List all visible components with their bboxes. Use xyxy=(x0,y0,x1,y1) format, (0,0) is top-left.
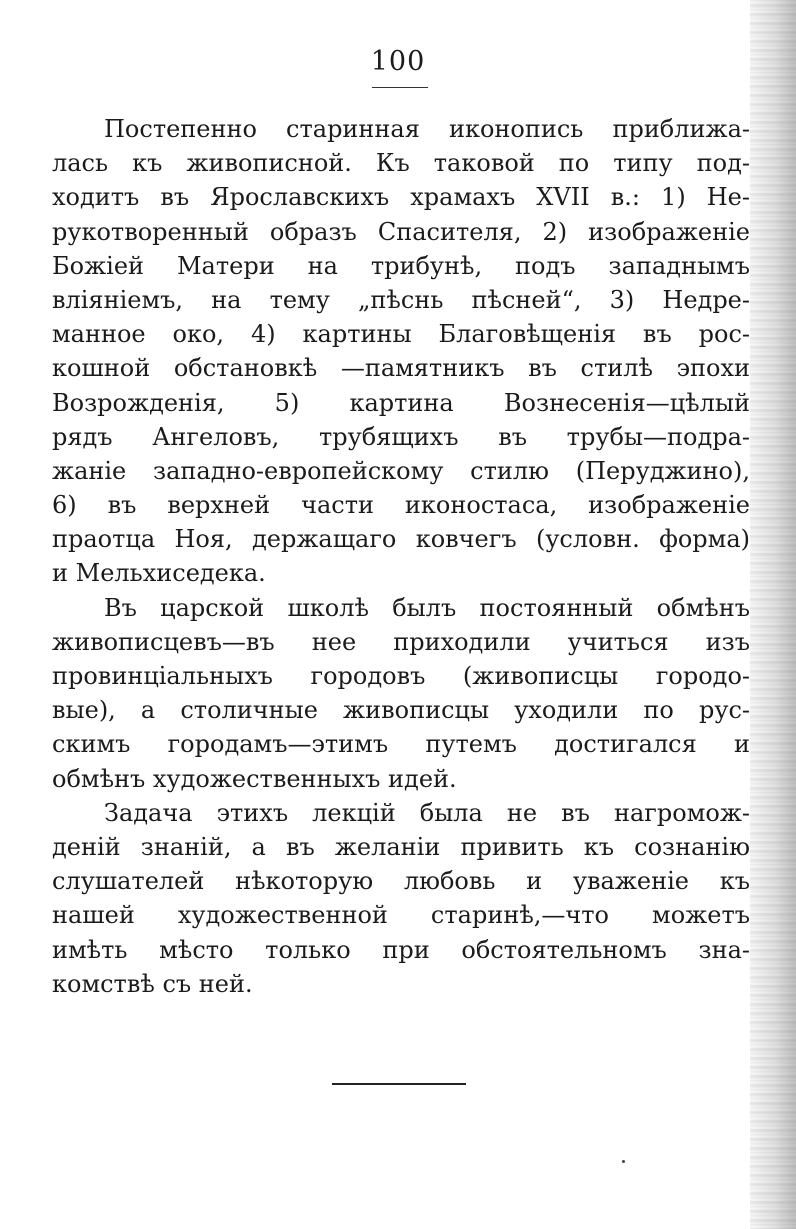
ink-speck xyxy=(622,1160,625,1163)
text-line: Задача этихъ лекцій была не въ нагромож- xyxy=(104,798,750,827)
text-line: и Мельхиседека. xyxy=(52,559,266,588)
text-line: Божіей Матери на трибунѣ, подъ западнымъ xyxy=(52,251,750,280)
text-line: Въ царской школѣ былъ постоянный обмѣнъ xyxy=(104,593,750,622)
text-line: имѣть мѣсто только при обстоятельномъ зна- xyxy=(52,935,750,964)
text-line: вліяніемъ, на тему „пѣснь пѣсней“, 3) Недре- xyxy=(52,285,750,314)
text-line: комствѣ съ ней. xyxy=(52,969,253,998)
body-text xyxy=(52,112,750,1001)
end-of-text-rule xyxy=(332,1083,466,1085)
text-line: провинціальныхъ городовъ (живописцы городо- xyxy=(52,662,750,690)
page-edge-shadow xyxy=(750,0,796,1229)
page-number-underline xyxy=(372,87,428,88)
text-line: скимъ городамъ—этимъ путемъ достигался и xyxy=(52,730,750,759)
text-line: лась къ живописной. Къ таковой по типу под- xyxy=(52,149,750,178)
text-line: 6) въ верхней части иконостаса, изображеніе xyxy=(52,491,750,520)
text-line: обмѣнъ художественныхъ идей. xyxy=(52,764,457,793)
paragraph-3 xyxy=(52,796,750,1001)
text-line: ходитъ въ Ярославскихъ храмахъ XVII в.: 1) Не- xyxy=(52,183,750,212)
text-line: деній знаній, а въ желаніи привить къ сознанію xyxy=(52,832,750,861)
text-line: рукотворенный образъ Спасителя, 2) изображеніе xyxy=(52,217,750,246)
text-line: Постепенно старинная иконопись приближа- xyxy=(104,115,750,143)
text-line: Возрожденія, 5) картина Вознесенія—цѣлый xyxy=(52,388,750,417)
text-line: манное око, 4) картины Благовѣщенія въ рос- xyxy=(52,320,750,349)
paragraph-1 xyxy=(52,112,750,591)
text-line: жаніе западно-европейскому стилю (Перуджино), xyxy=(52,456,750,485)
text-line: нашей художественной старинѣ,—что можетъ xyxy=(52,901,750,930)
text-line: вые), а столичные живописцы уходили по рус- xyxy=(52,696,750,725)
text-line: рядъ Ангеловъ, трубящихъ въ трубы—подра- xyxy=(52,422,750,451)
text-line: живописцевъ—въ нее приходили учиться изъ xyxy=(52,627,750,656)
text-line: кошной обстановкѣ —памятникъ въ стилѣ эпохи xyxy=(52,354,750,383)
page-number: 100 xyxy=(370,46,426,77)
text-line: слушателей нѣкоторую любовь и уваженіе къ xyxy=(52,867,750,896)
text-line: праотца Ноя, держащаго ковчегъ (условн. форма) xyxy=(52,525,750,554)
paragraph-2 xyxy=(52,591,750,796)
